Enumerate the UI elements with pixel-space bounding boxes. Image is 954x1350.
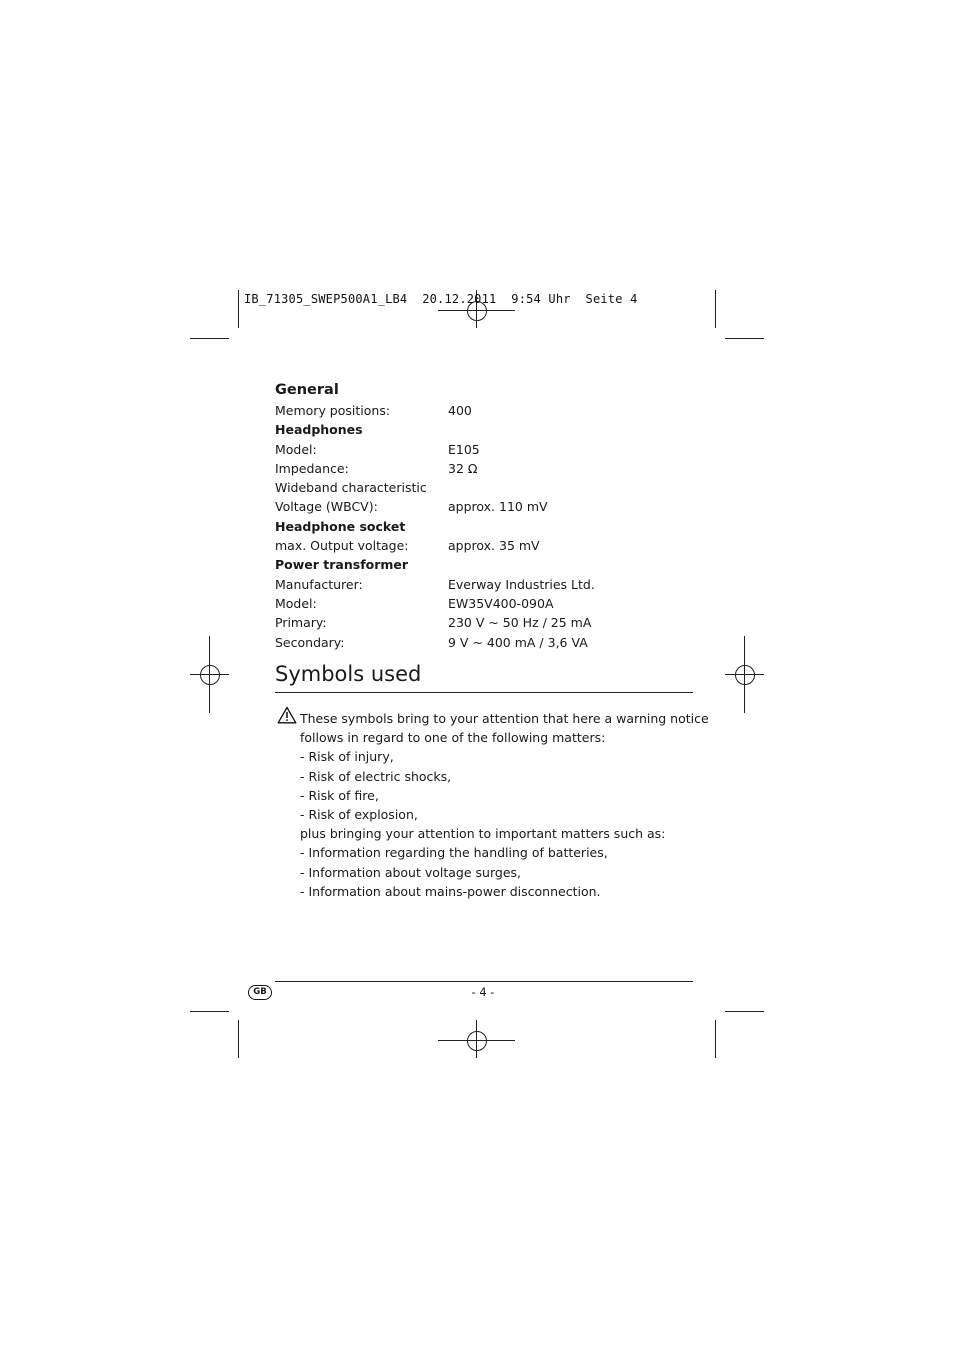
spec-value: 9 V ~ 400 mA / 3,6 VA (448, 634, 588, 650)
spec-label: Model: (275, 595, 317, 611)
spec-row (275, 613, 695, 632)
crop-mark (715, 1020, 716, 1058)
spec-row (275, 575, 695, 594)
spec-heading-label: General (275, 382, 339, 398)
spec-value: 400 (448, 403, 472, 418)
page-number: - 4 - (471, 985, 495, 999)
spec-label: Model: (275, 441, 317, 457)
spec-row (275, 478, 695, 497)
spec-row (275, 440, 695, 459)
spec-label: Manufacturer: (275, 576, 363, 592)
spec-label: max. Output voltage: (275, 538, 409, 554)
spec-value: approx. 35 mV (448, 538, 540, 554)
crop-mark (238, 1020, 239, 1058)
spec-heading (275, 420, 695, 439)
spec-row (275, 594, 695, 613)
crop-mark (725, 1011, 764, 1012)
registration-circle (200, 665, 220, 685)
print-slug: IB_71305_SWEP500A1_LB4 20.12.2011 9:54 Uhr Seite 4 (244, 292, 638, 306)
list-item: - Information about mains-power disconnection. (300, 883, 601, 899)
spec-heading-label: Headphones (275, 422, 363, 438)
spec-label: Primary: (275, 615, 327, 631)
crop-mark (238, 290, 239, 328)
crop-mark (725, 338, 764, 339)
spec-value: E105 (448, 441, 480, 457)
spec-heading (275, 380, 695, 401)
list-item: - Risk of fire, (300, 787, 379, 803)
spec-value: 32 Ω (448, 460, 478, 476)
registration-circle (467, 1031, 487, 1051)
spec-value: EW35V400-090A (448, 595, 554, 611)
list-item: - Information about voltage surges, (300, 864, 521, 880)
spec-value: 230 V ~ 50 Hz / 25 mA (448, 615, 592, 631)
specifications (275, 380, 695, 652)
text-line: plus bringing your attention to important matters such as: (300, 826, 666, 842)
crop-mark (190, 338, 229, 339)
spec-label: Impedance: (275, 460, 349, 476)
spec-row (275, 459, 695, 478)
list-item: - Risk of electric shocks, (300, 768, 452, 784)
footer-rule (275, 981, 693, 982)
registration-circle (735, 665, 755, 685)
spec-heading (275, 555, 695, 574)
spec-row (275, 633, 695, 652)
list-item: - Information regarding the handling of batteries, (300, 845, 608, 861)
language-badge: GB (248, 985, 272, 1000)
text-line: These symbols bring to your attention that here a warning notice (300, 711, 709, 726)
spec-value: approx. 110 mV (448, 499, 548, 515)
crop-mark (715, 290, 716, 328)
symbols-description (300, 709, 709, 901)
spec-row (275, 401, 695, 420)
spec-heading-label: Power transformer (275, 557, 409, 573)
spec-row (275, 536, 695, 555)
crop-mark (190, 1011, 229, 1012)
list-item: - Risk of injury, (300, 749, 394, 765)
spec-label: Voltage (WBCV): (275, 499, 378, 515)
section-title: Symbols used (275, 662, 422, 686)
spec-heading (275, 517, 695, 536)
list-item: - Risk of explosion, (300, 806, 418, 822)
spec-heading-label: Headphone socket (275, 518, 406, 534)
spec-label: Secondary: (275, 634, 345, 650)
spec-label: Memory positions: (275, 403, 391, 418)
spec-value: Everway Industries Ltd. (448, 576, 595, 592)
section-title-rule (275, 692, 693, 693)
spec-label: Wideband characteristic (275, 480, 427, 496)
text-line: follows in regard to one of the following matters: (300, 730, 606, 746)
warning-triangle-icon (277, 706, 297, 724)
spec-row (275, 497, 695, 516)
